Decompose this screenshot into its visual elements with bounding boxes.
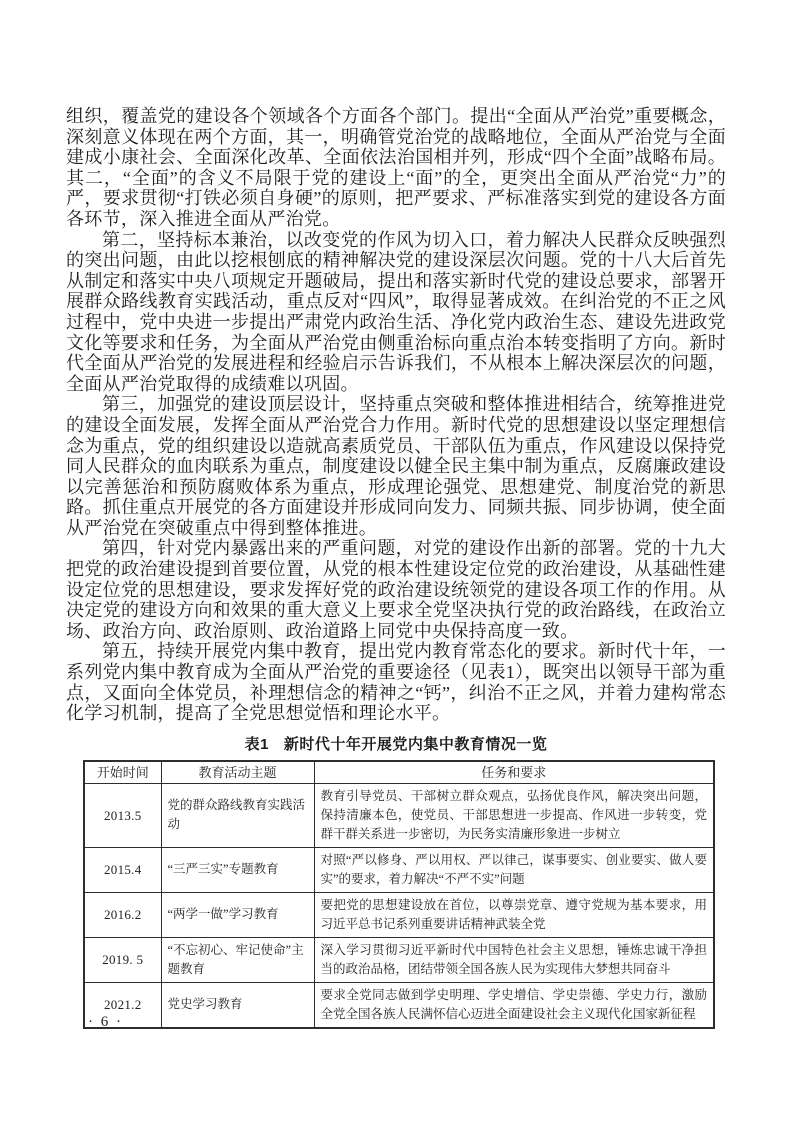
cell-task: 对照“严以修身、严以用权、严以律己，谋事要实、创业要实、做人要实”的要求，着力解决“不严不实”问题 xyxy=(314,847,714,892)
table-row xyxy=(84,982,714,1028)
header-task: 任务和要求 xyxy=(314,761,714,784)
paragraph-1-continuation: 组织，覆盖党的建设各个领域各个方面各个部门。提出“全面从严治党”重要概念，深刻意义体现在两个方面，其一，明确管党治党的战略地位，全面从严治党与全面建成小康社会、全面深化改革、全面依法治国相并列，形成“四个全面”战略布局。其二，“全面”的含义不局限于党的建设上“面”的全，更突出全面从严治党“力”的严，要求贯彻“打铁必须自身硬”的原则，把严要求、严标准落实到党的建设各方面各环节，深入推进全面从严治党。 xyxy=(66,106,726,229)
page-number: · 6 · xyxy=(88,1014,123,1030)
paragraph-4: 第四，针对党内暴露出来的严重问题，对党的建设作出新的部署。党的十九大把党的政治建设提到首要位置，从党的根本性建设定位党的政治建设，从基础性建设定位党的思想建设，要求发挥好党的政治建设统领党的建设各项工作的作用。从决定党的建设方向和效果的重大意义上要求全党坚决执行党的政治路线，在政治立场、政治方向、政治原则、政治道路上同党中央保持高度一致。 xyxy=(66,538,726,641)
paragraph-3: 第三，加强党的建设顶层设计，坚持重点突破和整体推进相结合，统筹推进党的建设全面发展，发挥全面从严治党合力作用。新时代党的思想建设以坚定理想信念为重点，党的组织建设以造就高素质党员、干部队伍为重点，作风建设以保持党同人民群众的血肉联系为重点，制度建设以健全民主集中制为重点，反腐廉政建设以完善惩治和预防腐败体系为重点，形成理论强党、思想建党、制度治党的新思路。抓住重点开展党的各方面建设并形成同向发力、同频共振、同步协调，使全面从严治党在突破重点中得到整体推进。 xyxy=(66,394,726,538)
text-block xyxy=(66,106,726,1029)
cell-theme: “三严三实”专题教育 xyxy=(161,847,314,892)
cell-start-time: 2021.2 xyxy=(84,982,161,1028)
table-header-row xyxy=(84,761,714,784)
cell-task: 要求全党同志做到学史明理、学史增信、学史崇德、学史力行，激励全党全国各族人民满怀信心迈进全面建设社会主义现代化国家新征程 xyxy=(314,982,714,1028)
cell-start-time: 2015.4 xyxy=(84,847,161,892)
paragraph-5: 第五，持续开展党内集中教育，提出党内教育常态化的要求。新时代十年，一系列党内集中教育成为全面从严治党的重要途径（见表1），既突出以领导干部为重点，又面向全体党员，补理想信念的精神之“钙”，纠治不正之风，并着力建构常态化学习机制，提高了全党思想觉悟和理论水平。 xyxy=(66,641,726,724)
cell-theme: “不忘初心、牢记使命”主题教育 xyxy=(161,937,314,982)
table-caption xyxy=(66,733,726,754)
paragraph-2: 第二，坚持标本兼治，以改变党的作风为切入口，着力解决人民群众反映强烈的突出问题，由此以挖根刨底的精神解决党的建设深层次问题。党的十八大后首先从制定和落实中央八项规定开题破局，提出和落实新时代党的建设总要求，部署开展群众路线教育实践活动，重点反对“四风”，取得显著成效。在纠治党的不正之风过程中，党中央进一步提出严肃党内政治生活、净化党内政治生态、建设先进政党文化等要求和任务，为全面从严治党由侧重治标向重点治本转变指明了方向。新时代全面从严治党的发展进程和经验启示告诉我们，不从根本上解决深层次的问题，全面从严治党取得的成绩难以巩固。 xyxy=(66,229,726,394)
cell-task: 教育引导党员、干部树立群众观点，弘扬优良作风，解决突出问题，保持清廉本色，使党员、干部思想进一步提高、作风进一步转变，党群干群关系进一步密切，为民务实清廉形象进一步树立 xyxy=(314,783,714,847)
cell-theme: “两学一做”学习教育 xyxy=(161,892,314,937)
cell-start-time: 2016.2 xyxy=(84,892,161,937)
cell-theme: 党的群众路线教育实践活动 xyxy=(161,783,314,847)
table-row xyxy=(84,847,714,892)
table-caption-label: 表1 xyxy=(244,735,269,753)
table-caption-title: 新时代十年开展党内集中教育情况一览 xyxy=(283,735,548,753)
cell-start-time: 2019. 5 xyxy=(84,937,161,982)
header-start-time: 开始时间 xyxy=(84,761,161,784)
table-body xyxy=(84,783,714,1028)
header-theme: 教育活动主题 xyxy=(161,761,314,784)
table-row xyxy=(84,783,714,847)
table-row xyxy=(84,937,714,982)
table-row xyxy=(84,892,714,937)
cell-task: 深入学习贯彻习近平新时代中国特色社会主义思想，锤炼忠诚干净担当的政治品格，团结带领全国各族人民为实现伟大梦想共同奋斗 xyxy=(314,937,714,982)
cell-start-time: 2013.5 xyxy=(84,783,161,847)
table-head xyxy=(84,761,714,784)
cell-theme: 党史学习教育 xyxy=(161,982,314,1028)
education-campaigns-table xyxy=(83,760,715,1029)
cell-task: 要把党的思想建设放在首位，以尊崇党章、遵守党规为基本要求，用习近平总书记系列重要讲话精神武装全党 xyxy=(314,892,714,937)
